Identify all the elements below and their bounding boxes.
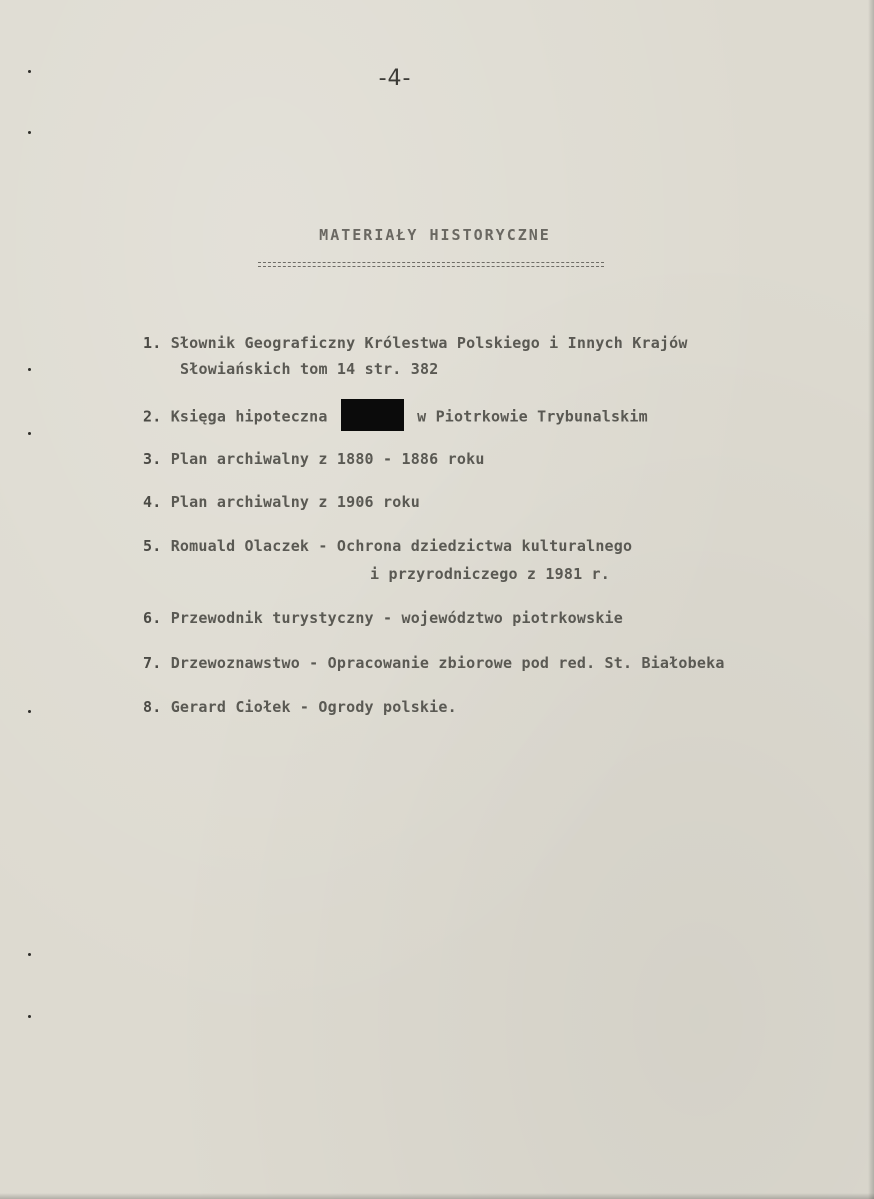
margin-mark [28, 1015, 31, 1018]
margin-mark [28, 70, 31, 73]
page-number: -4- [378, 66, 412, 91]
margin-mark [28, 432, 31, 435]
list-item-6 [143, 609, 623, 627]
margin-mark [28, 131, 31, 134]
margin-mark [28, 368, 31, 371]
page-edge-shadow-bottom [0, 1193, 874, 1199]
redaction-box [341, 399, 404, 431]
margin-mark [28, 710, 31, 713]
list-item-8 [143, 698, 457, 716]
list-item-1-continuation [180, 360, 438, 378]
list-item-text: Plan archiwalny z 1906 roku [170, 493, 420, 511]
list-item-text: Przewodnik turystyczny - województwo piotrkowskie [170, 609, 624, 627]
list-item-text: Słownik Geograficzny Królestwa Polskiego i Innych Krajów [170, 334, 688, 352]
list-item-text: Gerard Ciołek - Ogrody polskie. [170, 698, 457, 716]
list-item-4 [143, 493, 420, 511]
list-item-7 [143, 654, 725, 672]
list-item-number: 1. [143, 334, 162, 352]
heading-underline [258, 262, 604, 267]
list-item-text: Plan archiwalny z 1880 - 1886 roku [170, 450, 485, 468]
list-item-2 [143, 401, 648, 433]
list-item-number: 7. [143, 654, 162, 672]
list-item-3 [143, 450, 485, 468]
list-item-text: w Piotrkowie Trybunalskim [417, 407, 648, 426]
list-item-text: Drzewoznawstwo - Opracowanie zbiorowe pod red. St. Białobeka [170, 654, 725, 672]
list-item-number: 8. [143, 698, 162, 716]
list-item-5 [143, 537, 632, 555]
list-item-text: Księga hipoteczna [170, 407, 328, 426]
list-item-text: Romuald Olaczek - Ochrona dziedzictwa kulturalnego [170, 537, 633, 555]
list-item-1 [143, 334, 688, 352]
list-item-text: Słowiańskich tom 14 str. 382 [180, 360, 439, 378]
list-item-text: i przyrodniczego z 1981 r. [370, 565, 610, 583]
page-edge-shadow-right [868, 0, 874, 1199]
list-item-number: 5. [143, 537, 162, 555]
margin-mark [28, 953, 31, 956]
section-heading: MATERIAŁY HISTORYCZNE [319, 226, 551, 244]
list-item-5-continuation [370, 565, 610, 583]
list-item-number: 6. [143, 609, 162, 627]
list-item-number: 4. [143, 493, 162, 511]
list-item-number: 2. [143, 407, 162, 426]
list-item-number: 3. [143, 450, 162, 468]
